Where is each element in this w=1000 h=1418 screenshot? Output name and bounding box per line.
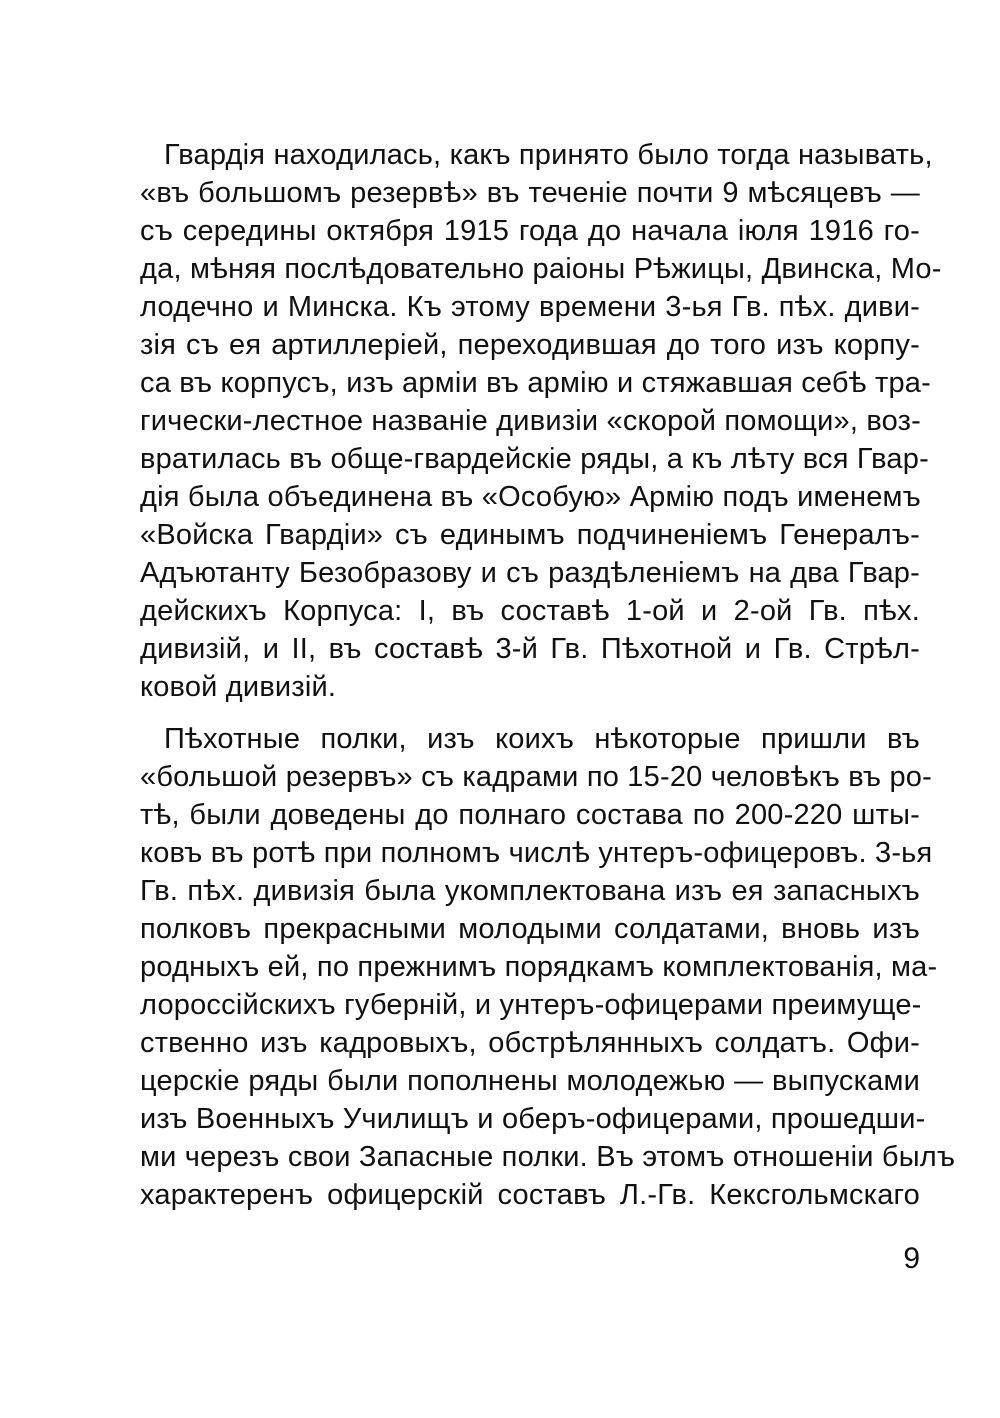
text-line: са въ корпусъ, изъ арміи въ армію и стяжавшая себѣ тра- (140, 367, 931, 399)
text-line: да, мѣняя послѣдовательно раіоны Рѣжицы, Двинска, Мо- (140, 253, 942, 285)
text-line: лороссійскихъ губерній, и унтеръ-офицерами преимуще- (140, 989, 922, 1021)
text-line: церскіе ряды были пополнены молодежью — выпусками (140, 1065, 920, 1097)
page-number: 9 (903, 1242, 920, 1275)
text-line: ственно изъ кадровыхъ, обстрѣлянныхъ солдатъ. Офи- (140, 1027, 920, 1059)
text-line: Гв. пѣх. дивизія была укомплектована изъ ея запасныхъ (140, 875, 920, 907)
text-line: ми черезъ свои Запасные полки. Въ этомъ отношеніи былъ (140, 1141, 956, 1173)
text-line: Адъютанту Безобразову и съ раздѣленіемъ на два Гвар- (140, 557, 920, 589)
text-line: ковъ въ ротѣ при полномъ числѣ унтеръ-офицеровъ. 3-ья (140, 837, 933, 869)
text-line: изъ Военныхъ Училищъ и оберъ-офицерами, прошедши- (140, 1103, 926, 1135)
text-line: зія съ ея артиллеріей, переходившая до того изъ корпу- (140, 329, 920, 361)
text-line: дейскихъ Корпуса: I, въ составѣ 1-ой и 2-ой Гв. пѣх. (140, 595, 920, 627)
text-line: родныхъ ей, по прежнимъ порядкамъ комплектованія, ма- (140, 951, 938, 983)
text-line: «большой резервъ» съ кадрами по 15-20 человѣкъ въ ро- (140, 761, 932, 793)
paragraph-1 (140, 136, 942, 706)
text-line: дія была объединена въ «Особую» Армію подъ именемъ (140, 481, 922, 513)
text-line: полковъ прекрасными молодыми солдатами, вновь изъ (140, 913, 920, 945)
text-line: «Войска Гвардіи» съ единымъ подчиненіемъ Генералъ- (140, 519, 920, 551)
text-line: дивизій, и II, въ составѣ 3-й Гв. Пѣхотной и Гв. Стрѣл- (140, 633, 920, 665)
text-line: вратилась въ обще-гвардейскіе ряды, а къ лѣту вся Гвар- (140, 443, 929, 475)
text-line: ковой дивизій. (140, 671, 337, 703)
text-line: гически-лестное названіе дивизіи «скорой помощи», воз- (140, 405, 922, 437)
text-line: лодечно и Минска. Къ этому времени 3-ья Гв. пѣх. диви- (140, 291, 920, 323)
text-line: съ середины октября 1915 года до начала іюля 1916 го- (140, 215, 920, 247)
text-line: характеренъ офицерскій составъ Л.-Гв. Кексгольмскаго (140, 1179, 920, 1211)
text-line: Пѣхотные полки, изъ коихъ нѣкоторые пришли въ (164, 723, 920, 755)
body-text (140, 136, 956, 1214)
text-line: тѣ, были доведены до полнаго состава по 200-220 шты- (140, 799, 920, 831)
text-line: «въ большомъ резервѣ» въ теченіе почти 9 мѣсяцевъ — (140, 177, 920, 209)
text-line: Гвардія находилась, какъ принято было тогда называть, (164, 139, 933, 171)
paragraph-2 (140, 720, 956, 1214)
